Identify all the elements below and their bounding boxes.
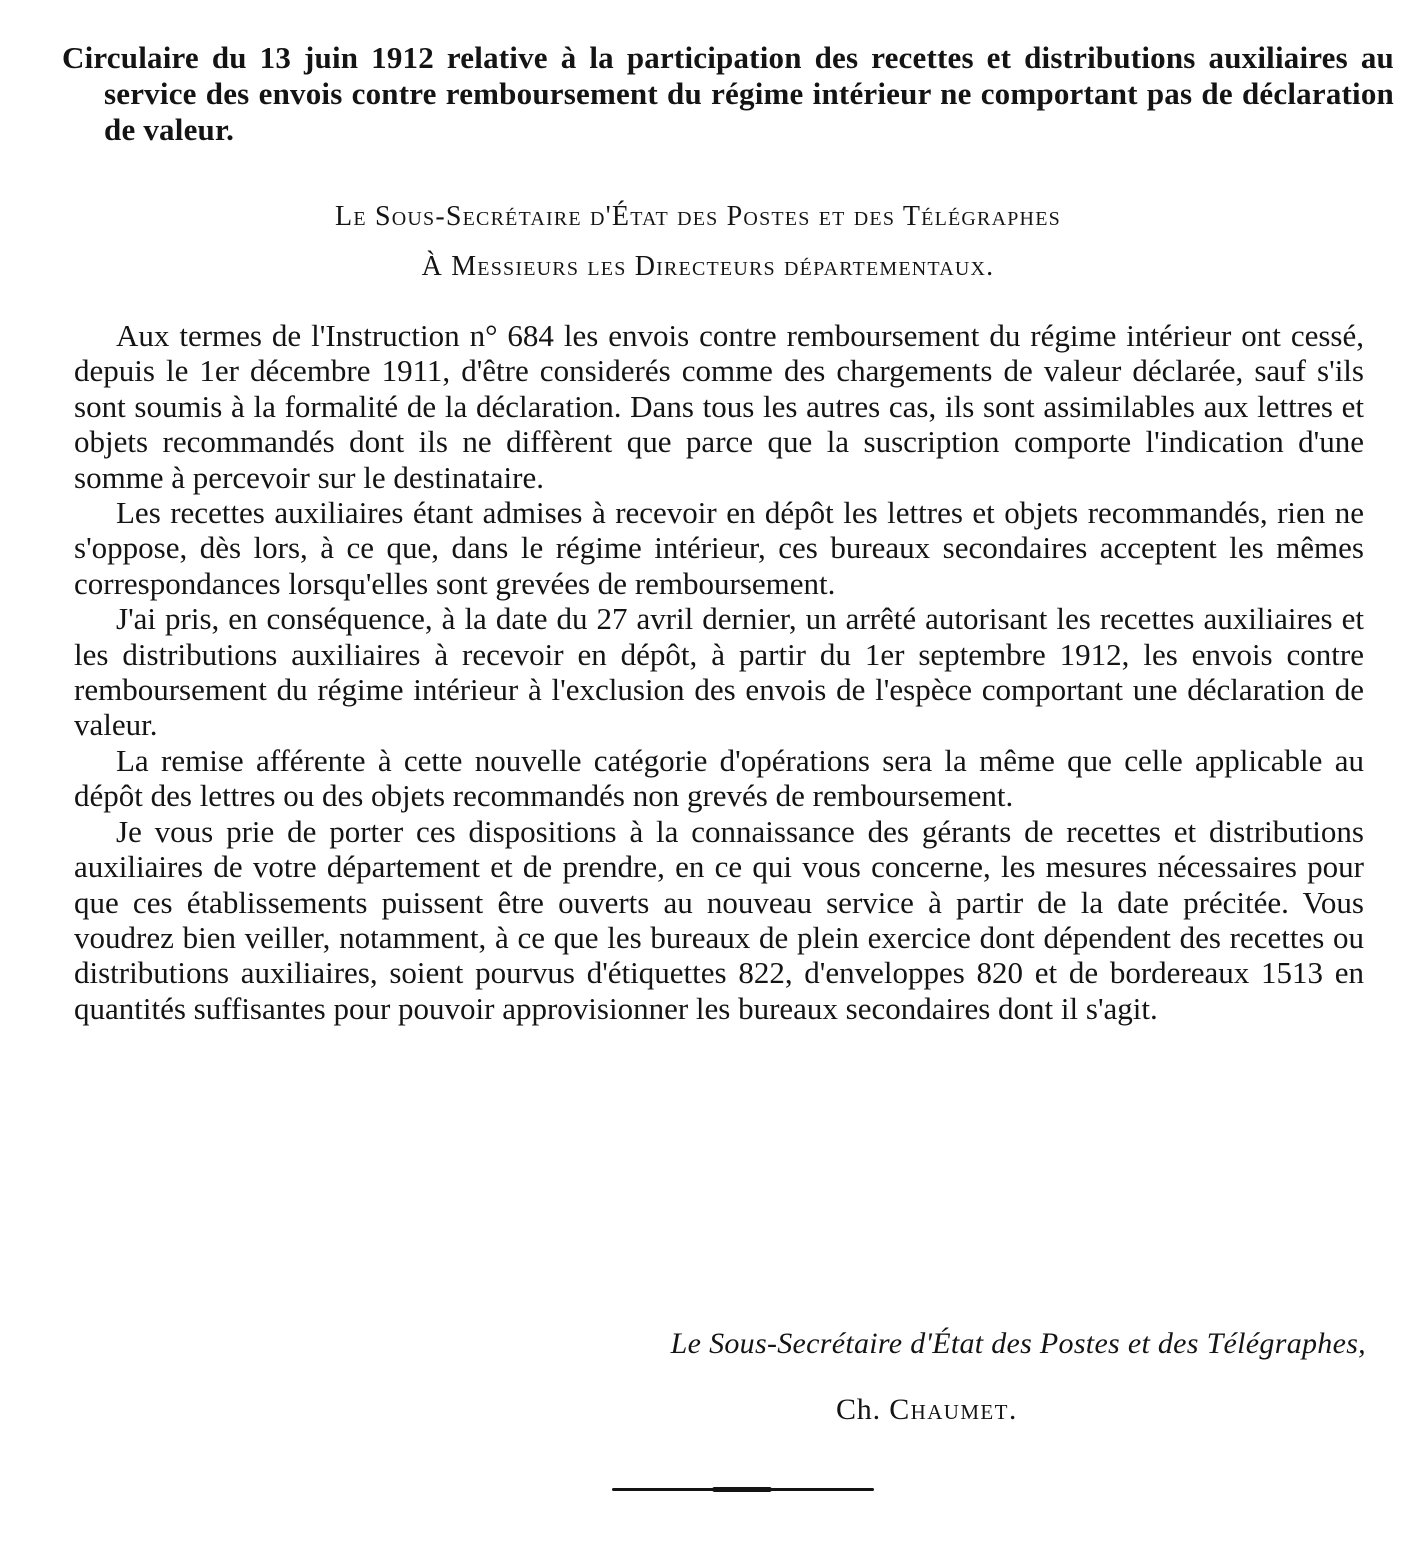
sender-heading: Le Sous-Secrétaire d'État des Postes et des Télégraphes bbox=[335, 201, 1061, 232]
signatory-title: Le Sous-Secrétaire d'État des Postes et des Télégraphes, bbox=[670, 1327, 1366, 1360]
paragraph: Les recettes auxiliaires étant admises à recevoir en dépôt les lettres et objets recommandés, rien ne s'oppose, dès lors, à ce que, dans le régime intérieur, ces bureaux secondaires acceptent les mêmes correspondances lorsqu'elles sont grevées de remboursement. bbox=[74, 495, 1364, 601]
section-end-rule bbox=[612, 1488, 874, 1491]
letter-body bbox=[74, 318, 1364, 1026]
paragraph: La remise afférente à cette nouvelle catégorie d'opérations sera la même que celle applicable au dépôt des lettres ou des objets recommandés non grevés de remboursement. bbox=[74, 742, 1364, 814]
circular-title: Circulaire du 13 juin 1912 relative à la participation des recettes et distributions auxiliaires au service des envois contre remboursement du régime intérieur ne comportant pas de déclaration de valeur. bbox=[62, 40, 1394, 147]
paragraph: J'ai pris, en conséquence, à la date du 27 avril dernier, un arrêté autorisant les recettes auxiliaires et les distributions auxiliaires à recevoir en dépôt, à partir du 1er septembre 1912, les envois contre remboursement du régime intérieur à l'exclusion des envois de l'espèce comportant une déclaration de valeur. bbox=[74, 601, 1364, 743]
paragraph: Aux termes de l'Instruction n° 684 les envois contre remboursement du régime intérieur ont cessé, depuis le 1er décembre 1911, d'être considerés comme des chargements de valeur déclarée, sauf s'ils sont soumis à la formalité de la déclaration. Dans tous les autres cas, ils sont assimilables aux lettres et objets recommandés dont ils ne diffèrent que parce que la suscription comporte l'indication d'une somme à percevoir sur le destinataire. bbox=[74, 318, 1364, 495]
signatory-surname: Chaumet. bbox=[889, 1393, 1018, 1426]
paragraph: Je vous prie de porter ces dispositions à la connaissance des gérants de recettes et distributions auxiliaires de votre département et de prendre, en ce qui vous concerne, les mesures nécessaires pour que ces établissements puissent être ouverts au nouveau service à partir de la date précitée. Vous voudrez bien veiller, notamment, à ce que les bureaux de plein exercice dont dépendent des recettes ou distributions auxiliaires, soient pourvus d'étiquettes 822, d'enveloppes 820 et de bordereaux 1513 en quantités suffisantes pour pouvoir approvisionner les bureaux secondaires dont il s'agit. bbox=[74, 813, 1364, 1026]
recipient-heading: À Messieurs les Directeurs départementaux. bbox=[421, 251, 995, 282]
signatory-name bbox=[836, 1392, 1018, 1428]
signatory-initials: Ch. bbox=[836, 1393, 881, 1426]
